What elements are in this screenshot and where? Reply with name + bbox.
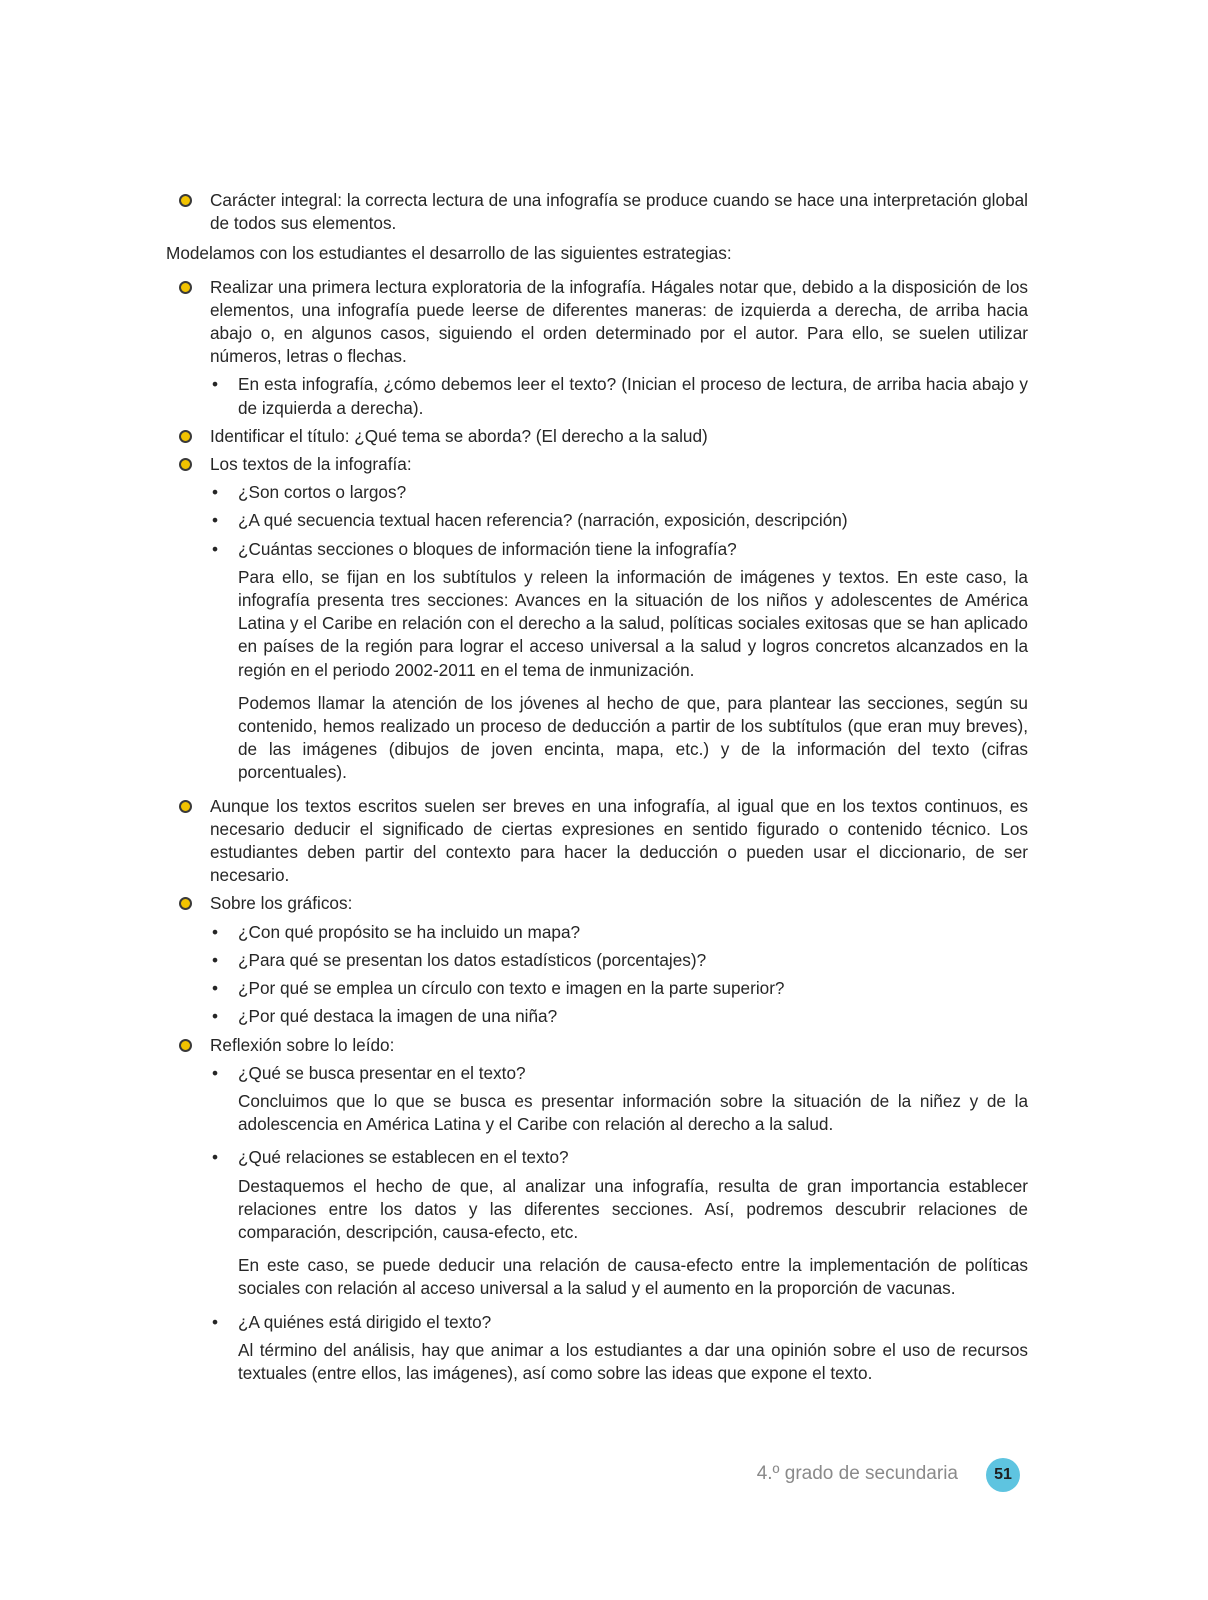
- sub-item-text: ¿Qué relaciones se establecen en el texto?: [238, 1147, 569, 1168]
- dot-bullet-icon: •: [211, 510, 219, 531]
- sub-list-item: [166, 1005, 1028, 1028]
- yellow-ring-bullet-icon: [179, 458, 192, 471]
- dot-bullet-icon: •: [211, 921, 219, 942]
- list-item: [166, 276, 1028, 369]
- yellow-ring-bullet-icon: [179, 897, 192, 910]
- sub-list-item: [166, 538, 1028, 561]
- sub-list-item: [166, 1146, 1028, 1169]
- list-item: [166, 892, 1028, 915]
- dot-bullet-icon: •: [211, 482, 219, 503]
- sub-item-text: ¿Son cortos o largos?: [238, 482, 407, 503]
- sub-list-item: [166, 373, 1028, 419]
- sub-list-item: [166, 1311, 1028, 1334]
- item-text: Aunque los textos escritos suelen ser breves en una infografía, al igual que en los textos continuos, es necesario deducir el significado de ciertas expresiones en sentido figurado o contenido técnico. Los estudiantes deben partir del contexto para hacer la deducción o pueden usar el diccionario, de ser necesario.: [210, 795, 1028, 886]
- lead-paragraph: Modelamos con los estudiantes el desarrollo de las siguientes estrategias:: [166, 243, 732, 264]
- yellow-ring-bullet-icon: [179, 430, 192, 443]
- explanation-paragraph: Para ello, se fijan en los subtítulos y releen la información de imágenes y textos. En este caso, la infografía presenta tres secciones: Avances en la situación de los niños y adolescentes de América Latina y el Caribe en relación con el derecho a la salud, políticas sociales exitosas que se han aplicado en países de la región para lograr el acceso universal a la salud y logros concretos alcanzados en la región en el periodo 2002-2011 en el tema de inmunización.: [238, 566, 1028, 680]
- sub-list-item: [166, 921, 1028, 944]
- list-item: [166, 795, 1028, 888]
- dot-bullet-icon: •: [211, 978, 219, 999]
- explanation-paragraph: Podemos llamar la atención de los jóvenes al hecho de que, para plantear las secciones, según su contenido, hemos realizado un proceso de deducción a partir de los subtítulos (que eran muy breves), de las imágenes (dibujos de joven encinta, mapa, etc.) y de la información del texto (cifras porcentuales).: [238, 692, 1028, 783]
- page-number-badge: 51: [986, 1458, 1020, 1492]
- list-item: [166, 189, 1028, 235]
- explanation-paragraph: Concluimos que lo que se busca es presentar información sobre la situación de la niñez y de la adolescencia en América Latina y el Caribe con relación al derecho a la salud.: [238, 1090, 1028, 1135]
- footer-grade-label: 4.º grado de secundaria: [756, 1463, 958, 1484]
- yellow-ring-bullet-icon: [179, 800, 192, 813]
- dot-bullet-icon: •: [211, 1006, 219, 1027]
- explanation-paragraph: En este caso, se puede deducir una relación de causa-efecto entre la implementación de políticas sociales con relación al acceso universal a la salud y el aumento en la proporción de vacunas.: [238, 1255, 1028, 1299]
- dot-bullet-icon: •: [211, 1147, 219, 1168]
- sub-item-text: ¿A qué secuencia textual hacen referencia? (narración, exposición, descripción): [238, 510, 848, 531]
- sub-item-text: ¿Con qué propósito se ha incluido un mapa?: [238, 921, 581, 942]
- dot-bullet-icon: •: [211, 949, 219, 970]
- sub-item-text: ¿Por qué destaca la imagen de una niña?: [238, 1006, 558, 1027]
- dot-bullet-icon: •: [211, 374, 219, 395]
- sub-item-text: ¿Qué se busca presentar en el texto?: [238, 1062, 526, 1083]
- sub-list-item: [166, 977, 1028, 1000]
- explanation-paragraph: Al término del análisis, hay que animar a los estudiantes a dar una opinión sobre el uso de recursos textuales (entre ellos, las imágenes), así como sobre las ideas que expone el texto.: [238, 1339, 1028, 1383]
- list-item: [166, 1034, 1028, 1057]
- sub-list-item: [166, 481, 1028, 504]
- item-text: Carácter integral: la correcta lectura de una infografía se produce cuando se hace una interpretación global de todos sus elementos.: [210, 190, 1028, 234]
- list-item: [166, 453, 1028, 476]
- page-body: [166, 189, 1028, 1395]
- dot-bullet-icon: •: [211, 1062, 219, 1083]
- sub-list-item: [166, 949, 1028, 972]
- item-text: Reflexión sobre lo leído:: [210, 1034, 395, 1055]
- yellow-ring-bullet-icon: [179, 281, 192, 294]
- sub-item-text: ¿Para qué se presentan los datos estadísticos (porcentajes)?: [238, 949, 707, 970]
- item-text: Sobre los gráficos:: [210, 893, 353, 914]
- list-item: [166, 425, 1028, 448]
- sub-list-item: [166, 1062, 1028, 1085]
- explanation-paragraph: Destaquemos el hecho de que, al analizar una infografía, resulta de gran importancia establecer relaciones entre los datos y las diferentes secciones. Así, podremos descubrir relaciones de comparación, descripción, causa-efecto, etc.: [238, 1175, 1028, 1242]
- sub-item-text: ¿A quiénes está dirigido el texto?: [238, 1311, 492, 1332]
- yellow-ring-bullet-icon: [179, 1039, 192, 1052]
- item-text: Identificar el título: ¿Qué tema se aborda? (El derecho a la salud): [210, 425, 708, 446]
- sub-item-text: ¿Por qué se emplea un círculo con texto e imagen en la parte superior?: [238, 978, 785, 999]
- yellow-ring-bullet-icon: [179, 194, 192, 207]
- dot-bullet-icon: •: [211, 1311, 219, 1332]
- dot-bullet-icon: •: [211, 538, 219, 559]
- item-text: Realizar una primera lectura exploratoria de la infografía. Hágales notar que, debido a la disposición de los elementos, una infografía puede leerse de diferentes maneras: de izquierda a derecha, de arriba hacia abajo o, en algunos casos, siguiendo el orden determinado por el autor. Para ello, se suelen utilizar números, letras o flechas.: [210, 276, 1028, 367]
- sub-item-text: En esta infografía, ¿cómo debemos leer el texto? (Inician el proceso de lectura, de arriba hacia abajo y de izquierda a derecha).: [238, 374, 1028, 418]
- sub-list-item: [166, 509, 1028, 532]
- item-text: Los textos de la infografía:: [210, 454, 412, 475]
- sub-item-text: ¿Cuántas secciones o bloques de información tiene la infografía?: [238, 538, 737, 559]
